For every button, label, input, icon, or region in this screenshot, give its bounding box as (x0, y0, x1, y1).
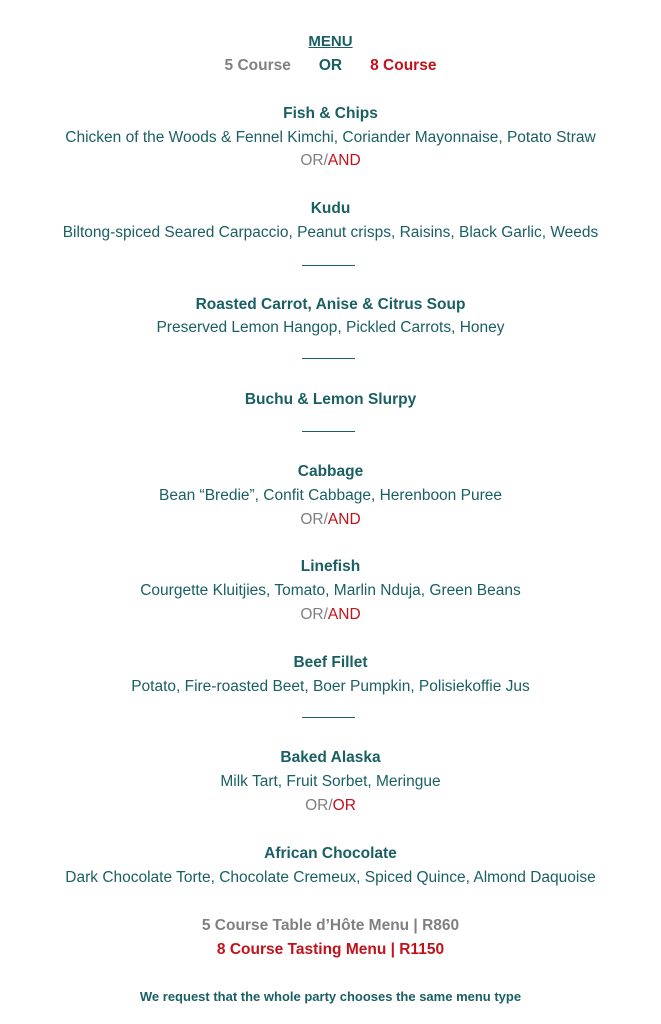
dish-name: Roasted Carrot, Anise & Citrus Soup (195, 296, 466, 313)
dish-name: Baked Alaska (280, 749, 381, 766)
or-and-connector (0, 510, 661, 530)
eight-course-label: 8 Course (370, 57, 437, 74)
dish-description: Potato, Fire-roasted Beet, Boer Pumpkin, Polisiekoffie Jus (131, 678, 530, 695)
connector-or-alt: OR (332, 797, 356, 814)
section-divider (302, 717, 355, 718)
course-options (0, 56, 661, 76)
dish-name: Fish & Chips (283, 105, 378, 122)
dish-description: Courgette Kluitjies, Tomato, Marlin Nduja, Green Beans (140, 582, 521, 599)
dish-description: Milk Tart, Fruit Sorbet, Meringue (220, 773, 441, 790)
section-divider (302, 265, 355, 266)
dish-name: Linefish (300, 558, 361, 575)
connector-or: OR/ (300, 152, 328, 169)
price-eight-course: 8 Course Tasting Menu | R1150 (216, 941, 445, 958)
five-course-label: 5 Course (224, 57, 291, 74)
dish-description: Bean “Bredie”, Confit Cabbage, Herenboon Puree (159, 487, 502, 504)
or-label: OR (318, 57, 343, 74)
dish-description: Chicken of the Woods & Fennel Kimchi, Coriander Mayonnaise, Potato Straw (65, 129, 596, 146)
or-or-connector (0, 796, 661, 816)
dish-description: Biltong-spiced Seared Carpaccio, Peanut crisps, Raisins, Black Garlic, Weeds (62, 224, 599, 241)
menu-title: MENU (308, 33, 353, 50)
or-and-connector (0, 605, 661, 625)
connector-or: OR/ (305, 797, 333, 814)
dish-name: Cabbage (297, 463, 364, 480)
dish-name: African Chocolate (264, 845, 397, 862)
dish-description: Preserved Lemon Hangop, Pickled Carrots, Honey (156, 319, 505, 336)
dish-name: Kudu (310, 200, 351, 217)
connector-and: AND (327, 606, 361, 623)
connector-and: AND (327, 152, 361, 169)
price-five-course: 5 Course Table d’Hôte Menu | R860 (201, 917, 460, 934)
dish-name: Buchu & Lemon Slurpy (244, 391, 417, 408)
connector-or: OR/ (300, 606, 328, 623)
or-and-connector (0, 151, 661, 171)
dish-description: Dark Chocolate Torte, Chocolate Cremeux, Spiced Quince, Almond Daquoise (65, 869, 596, 886)
section-divider (302, 358, 355, 359)
party-note: We request that the whole party chooses the same menu type (139, 989, 522, 1004)
connector-or: OR/ (300, 511, 328, 528)
connector-and: AND (327, 511, 361, 528)
dish-name: Beef Fillet (293, 654, 368, 671)
section-divider (302, 431, 355, 432)
